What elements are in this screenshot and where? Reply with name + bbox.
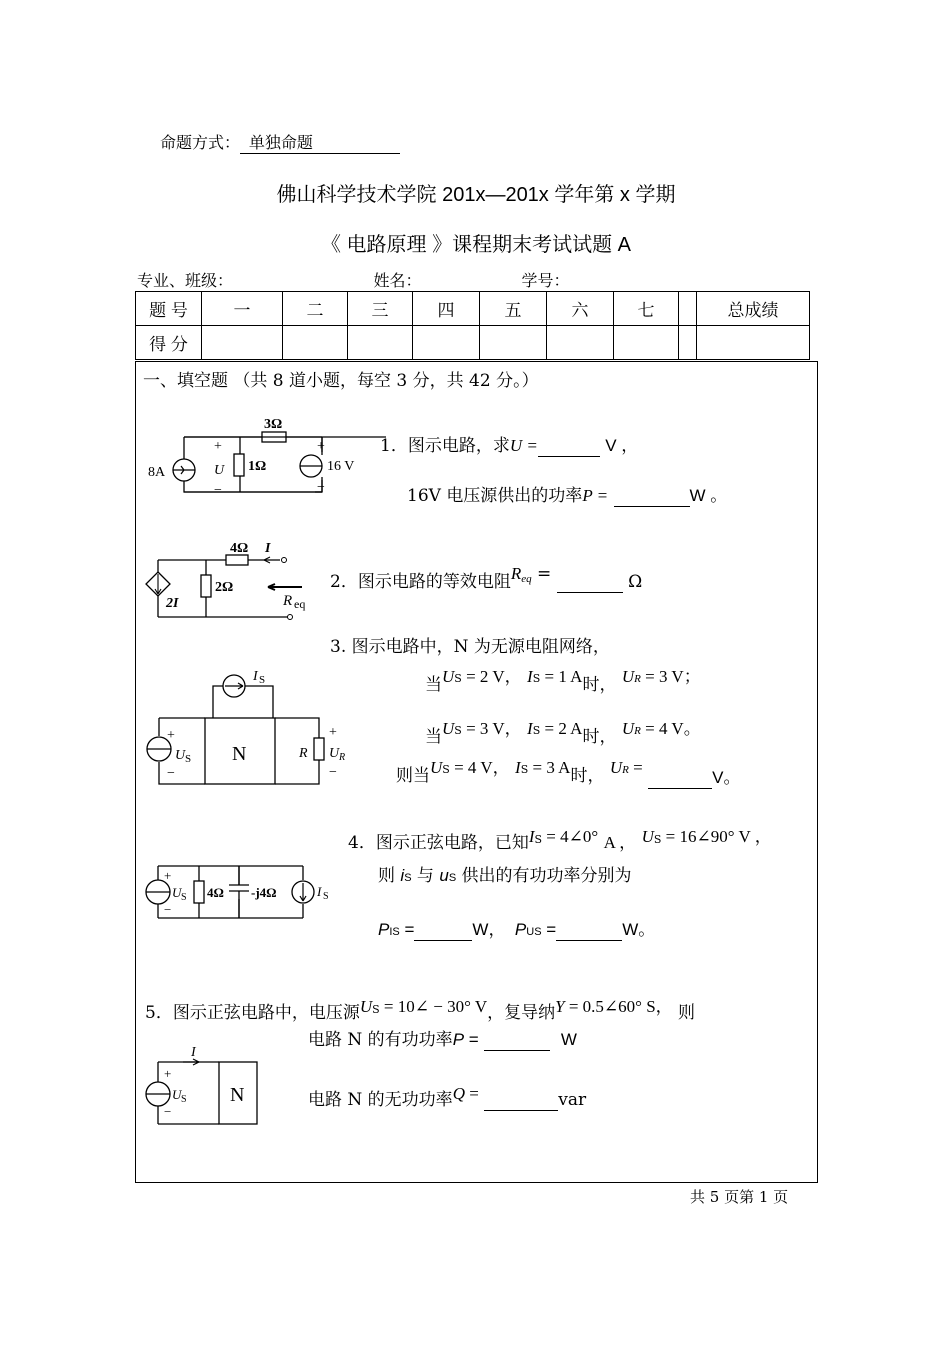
q3-condition2: 当US = 3 V， IS = 2 A时， UR = 4 V。 [425,719,701,747]
q1-voltage-source-label: 16 V [327,459,355,474]
q3-condition1: 当US = 2 V， IS = 1 A时， UR = 3 V； [425,667,701,695]
svg-text:−: − [164,1104,172,1119]
q4-answer-pis[interactable] [414,920,472,941]
section-title: 一、填空题 （共 8 道小题，每空 3 分，共 42 分。） [143,371,539,391]
q5-line3: 电路 N 的无功功率Q = var [308,1084,587,1110]
course-title: 《 电路原理 》课程期末考试试题 A [320,234,631,256]
q5-answer-p[interactable] [484,1030,550,1051]
score-table-header-row: 题 号 一 二 三 四 五 六 七 总成绩 [136,292,810,326]
major-field[interactable] [233,273,369,292]
q4-c-label: -j4Ω [251,885,277,900]
q4-r-label: 4Ω [207,885,224,900]
q4-answer-pus[interactable] [556,920,622,941]
exam-mode-value: 单独命题 [248,135,313,152]
svg-text:U: U [214,463,225,478]
q2-line: 2．图示电路的等效电阻$R^{eq}$ = Ω [330,564,643,592]
svg-text:+: + [164,1066,172,1081]
q5-circuit-figure [143,1040,268,1130]
q5-answer-q[interactable] [484,1090,558,1111]
q1-circuit-figure [140,412,370,502]
q5-line2: 电路 N 的有功功率P = W [308,1030,577,1050]
q1-line1: 1．图示电路，求U = V ， [380,436,639,456]
svg-text:−: − [167,766,175,781]
score-table [135,291,810,360]
q1-line2: 16V 电压源供出的功率P = W 。 [407,486,728,506]
q2-controlled-source-label: 2I [166,596,179,611]
svg-text:+: + [329,725,337,740]
q4-circuit-figure [143,858,343,928]
svg-text:R: R [283,593,293,609]
q1-current-source-label: 8A [148,465,166,480]
name-field[interactable] [421,273,521,292]
svg-text:R: R [299,746,308,761]
q4-line1: 4．图示正弦电路，已知$I^S$ = 4∠0° A ， $U^S$ = 16∠90° V ， [348,827,772,853]
svg-text:+: + [164,868,172,883]
svg-text:S: S [181,892,187,903]
q1-r-mid-label: 1Ω [248,459,267,474]
q2-circuit-figure [140,540,320,625]
q5-network-label: N [230,1084,245,1106]
svg-text:S: S [259,674,266,686]
svg-text:I: I [317,884,322,899]
svg-text:+: + [167,728,175,743]
q5-line1: 5．图示正弦电路中，电压源$U^S$ = 10∠ − 30° V，复导纳Y = 0.5∠60° S， 则 [145,997,696,1023]
svg-text:S: S [323,891,329,902]
svg-text:R: R [339,752,346,763]
q4-line3: PIS = W， PUS = W。 [378,920,656,939]
q3-network-label: N [232,743,247,765]
q1-answer-p[interactable] [614,486,690,507]
svg-text:−: − [317,480,325,495]
q3-condition3: 则当US = 4 V， IS = 3 A时， UR = V。 [396,758,741,787]
svg-text:I: I [191,1045,196,1060]
q3-answer-ur[interactable] [648,768,712,789]
svg-text:+: + [214,439,222,454]
school-title: 佛山科学技术学院 201x—201x 学年第 x 学期 [276,184,676,206]
q4-line2: 则 iS 与 uS 供出的有功功率分别为 [378,866,632,886]
q1-r-top-label: 3Ω [264,417,283,432]
svg-text:−: − [329,765,337,780]
student-id-field[interactable] [570,273,716,292]
exam-mode: 命题方式： 单独命题 [160,130,400,154]
score-table-score-row: 得 分 [136,326,810,360]
student-info-line: 专业、班级： 姓名： 学号： [137,268,716,292]
svg-text:eq: eq [294,597,306,611]
svg-text:S: S [185,753,192,765]
q3-circuit-figure [145,666,360,796]
svg-text:U: U [329,746,340,761]
q3-line1: 3. 图示电路中，N 为无源电阻网络， [330,637,610,657]
q1-answer-u[interactable] [538,436,600,457]
page-counter: 共 5 页第 1 页 [690,1188,789,1206]
svg-text:S: S [181,1094,187,1105]
svg-text:U: U [172,885,182,900]
svg-text:+: + [317,439,325,454]
svg-text:U: U [172,1087,182,1102]
svg-text:I: I [265,541,271,556]
svg-text:−: − [164,902,172,917]
q2-answer-req[interactable] [557,572,623,593]
svg-text:−: − [214,483,222,498]
svg-text:U: U [175,748,186,763]
svg-text:I: I [253,669,258,684]
q2-r-mid-label: 2Ω [215,580,234,595]
q2-r-top-label: 4Ω [230,541,249,556]
